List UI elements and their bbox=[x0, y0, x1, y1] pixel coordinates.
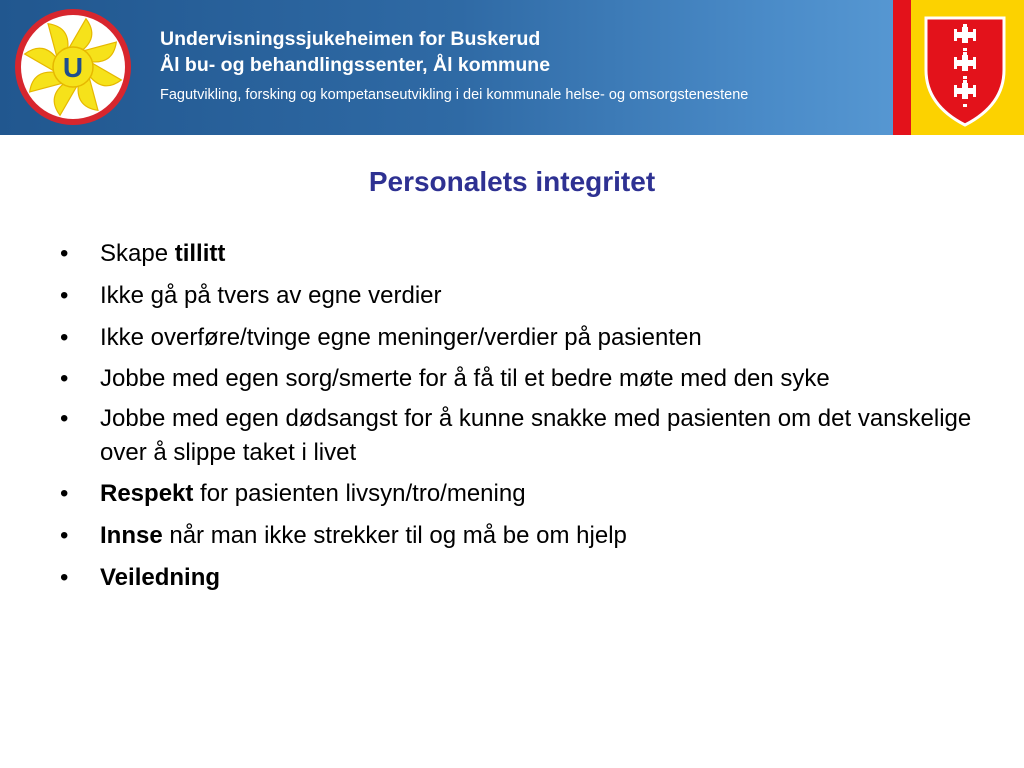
bullet-dot: • bbox=[60, 405, 69, 432]
bullet-text: Jobbe med egen sorg/smerte for å få til et bedre møte med den syke bbox=[100, 365, 830, 392]
arms-cross-tip bbox=[963, 52, 967, 55]
bullet-text: Jobbe med egen dødsangst for å kunne snakke med pasienten om det vanskelige over å slippe taket i livet bbox=[100, 405, 972, 466]
bullet-list bbox=[56, 236, 976, 602]
bullet-item bbox=[56, 278, 976, 314]
bullet-emphasis: Innse bbox=[100, 522, 163, 549]
bullet-text: Ikke overføre/tvinge egne meninger/verdier på pasienten bbox=[100, 324, 702, 351]
bullet-text: Ikke gå på tvers av egne verdier bbox=[100, 282, 442, 309]
bullet-dot: • bbox=[60, 365, 69, 392]
arms-cross-tip bbox=[963, 76, 967, 79]
bullet-dot: • bbox=[60, 240, 69, 267]
bullet-item bbox=[56, 236, 976, 272]
arms-cross-tip bbox=[963, 104, 967, 107]
bullet-item bbox=[56, 402, 976, 470]
bullet-text: Skape bbox=[100, 240, 175, 267]
arms-cross-tip bbox=[963, 80, 967, 83]
arms-cross-tip bbox=[963, 48, 967, 51]
slide-title: Personalets integritet bbox=[368, 166, 656, 197]
institution-subtitle: Ål bu- og behandlingssenter, Ål kommune bbox=[160, 54, 551, 76]
header-text bbox=[160, 26, 748, 106]
bullet-text: når man ikke strekker til og må be om hjelp bbox=[162, 522, 627, 549]
sun-logo-icon bbox=[12, 6, 134, 128]
arms-red-stripe bbox=[893, 0, 911, 135]
bullet-item bbox=[56, 476, 976, 512]
logo-letter: U bbox=[62, 52, 84, 83]
bullet-dot: • bbox=[60, 324, 69, 351]
bullet-emphasis: tillitt bbox=[174, 240, 226, 267]
institution-name: Undervisningssjukeheimen for Buskerud bbox=[160, 28, 541, 50]
bullet-item bbox=[56, 320, 976, 356]
bullet-dot: • bbox=[60, 480, 69, 507]
bullet-dot: • bbox=[60, 282, 69, 309]
bullet-dot: • bbox=[60, 564, 69, 591]
bullet-emphasis: Respekt bbox=[100, 480, 194, 507]
header-banner bbox=[0, 0, 1024, 135]
arms-cross-tip bbox=[963, 24, 967, 27]
bullet-item bbox=[56, 362, 976, 396]
municipal-coat-of-arms-icon bbox=[893, 0, 1024, 135]
institution-tagline: Fagutvikling, forsking og kompetanseutvikling i dei kommunale helse- og omsorgstenestene bbox=[160, 87, 749, 103]
bullet-text: for pasienten livsyn/tro/mening bbox=[193, 480, 526, 507]
bullet-item bbox=[56, 518, 976, 554]
bullet-dot: • bbox=[60, 522, 69, 549]
bullet-emphasis: Veiledning bbox=[100, 564, 221, 591]
bullet-item bbox=[56, 560, 976, 596]
